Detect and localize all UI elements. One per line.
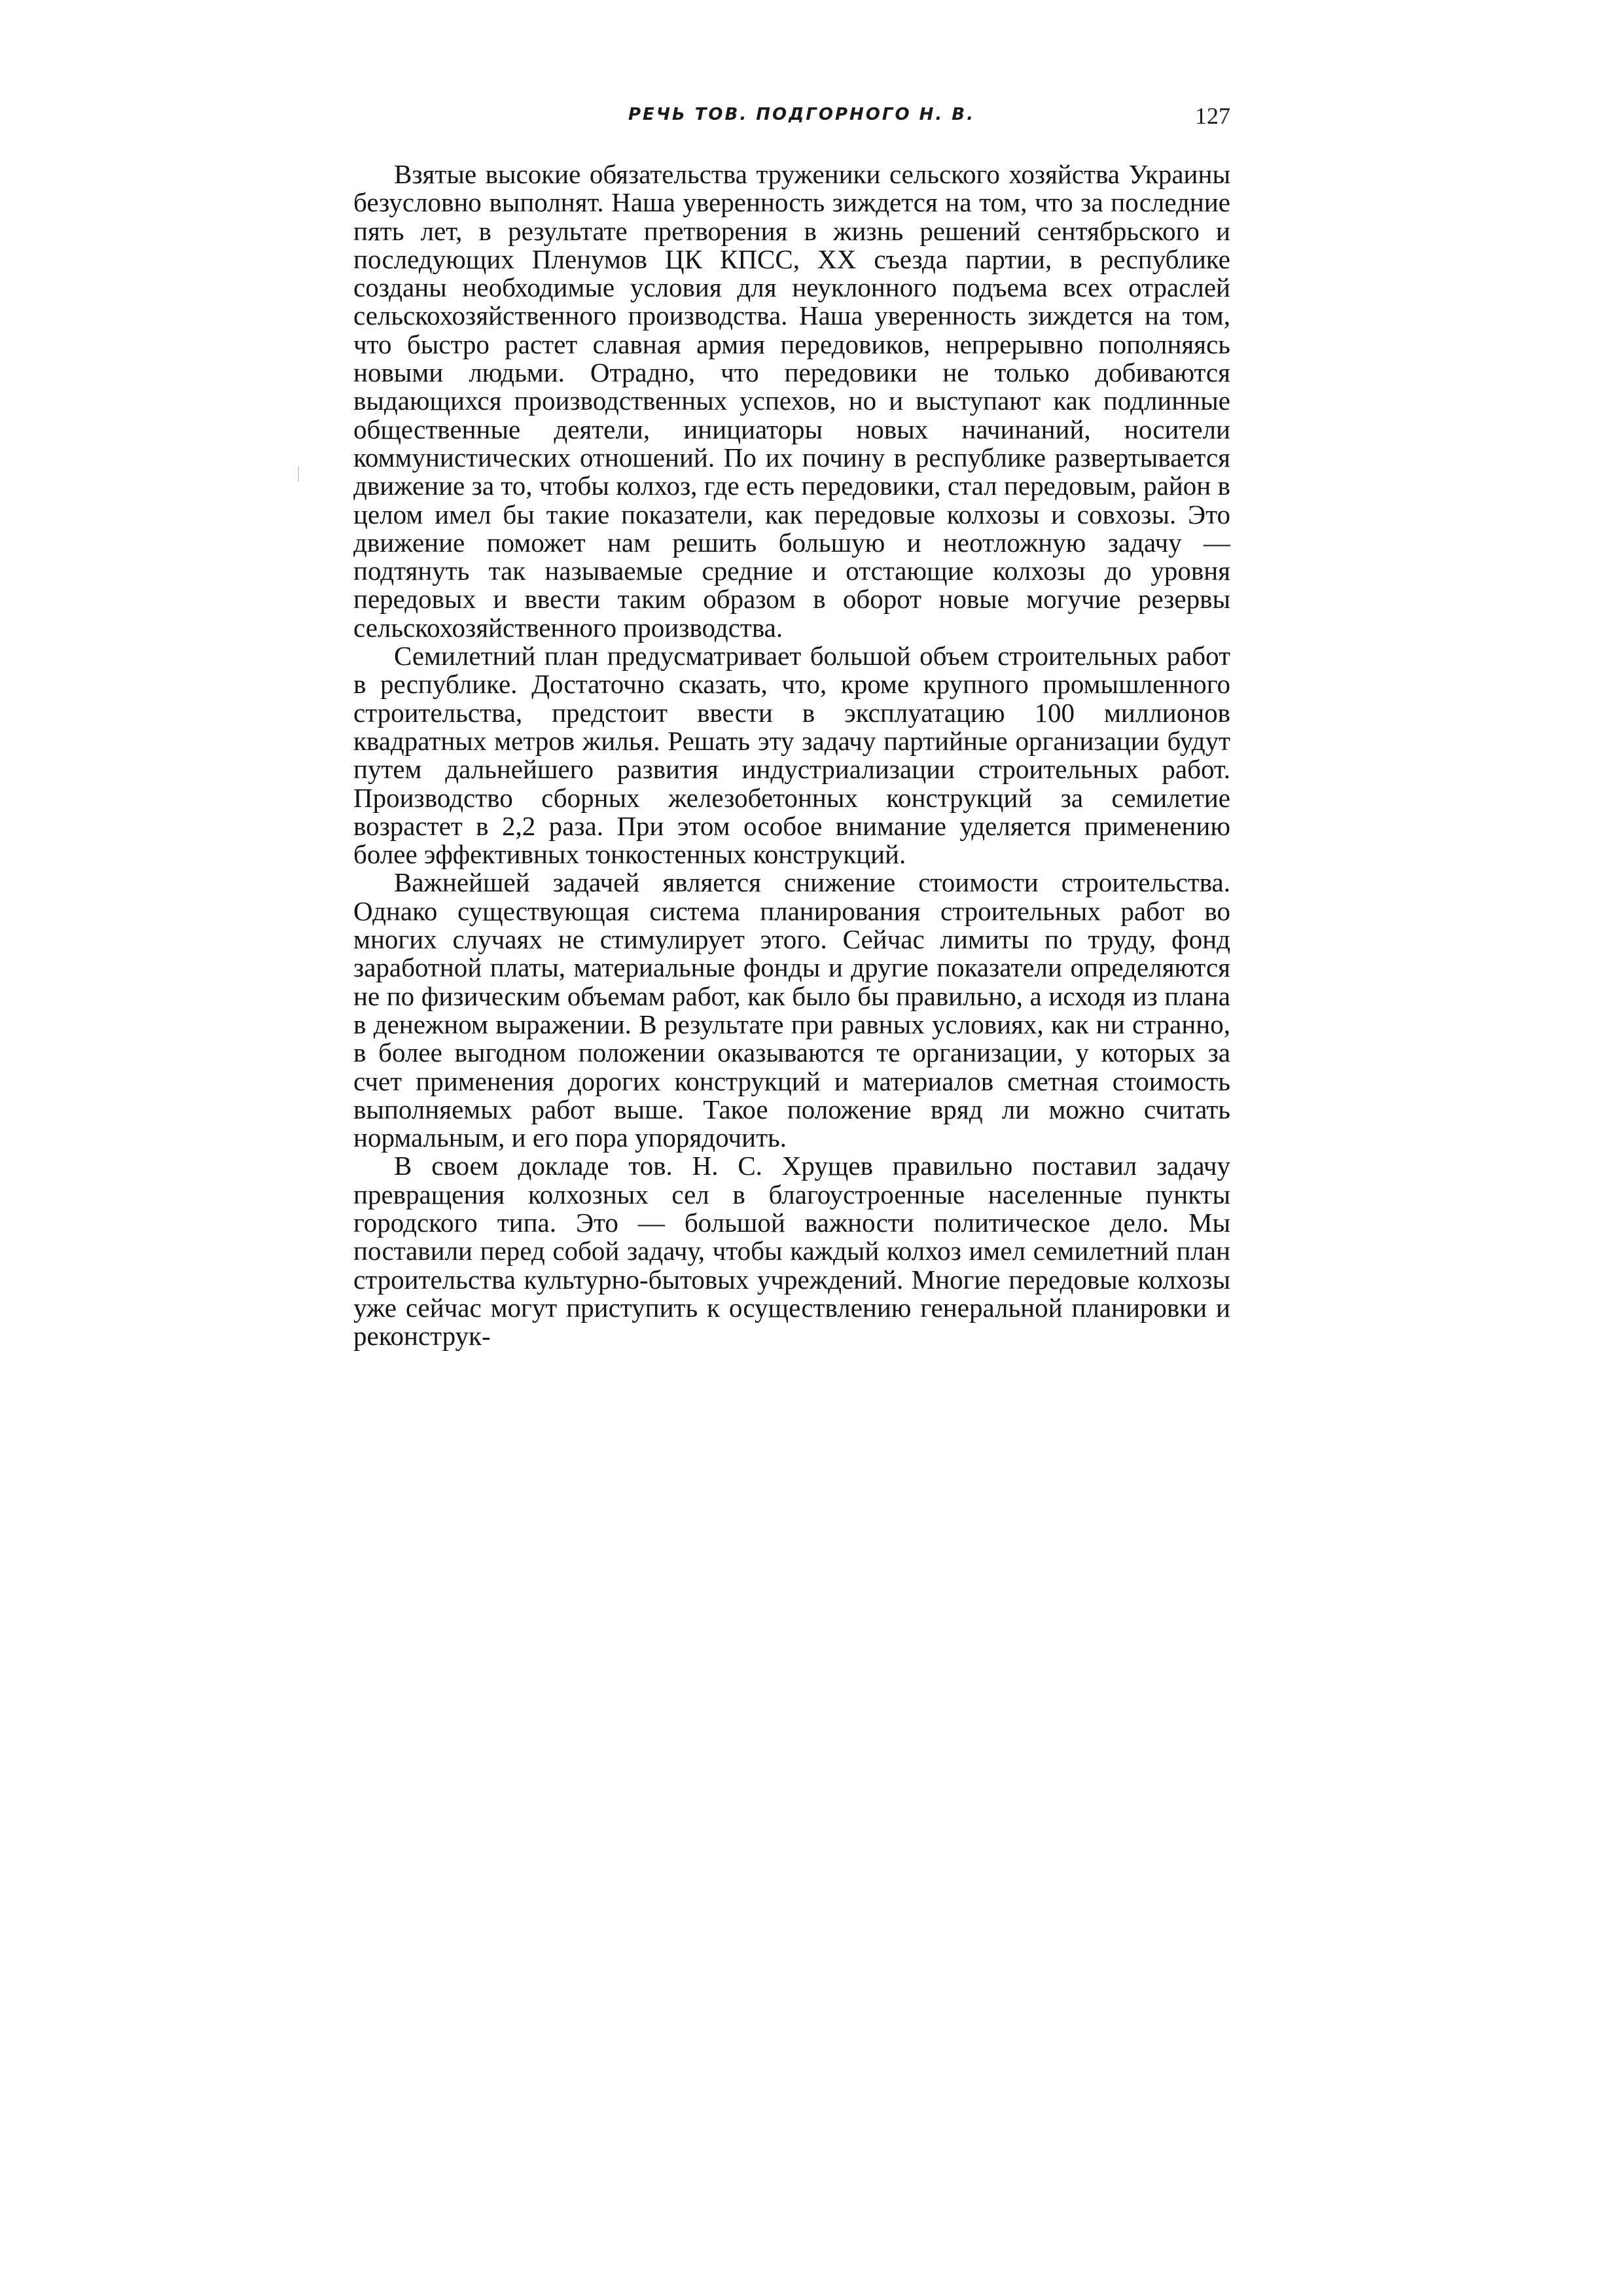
margin-mark — [298, 466, 299, 482]
running-title: РЕЧЬ ТОВ. ПОДГОРНОГО Н. В. — [628, 105, 975, 124]
paragraph-4: В своем докладе тов. Н. С. Хрущев правильно поставил задачу превращения колхозных сел в благоустроенные населенные пункты городского типа. Это — большой важности политическое дело. Мы поставили перед собой задачу, чтобы каждый колхоз имел семилетний план строительства культурно-бытовых учреждений. Многие передовые колхозы уже сейчас могут приступить к осуществлению генеральной планировки и реконструк- — [353, 1151, 1230, 1352]
paragraph-3: Важнейшей задачей является снижение стоимости строительства. Однако существующая система планирования строительных работ во многих случаях не стимулирует этого. Сейчас лимиты по труду, фонд заработной платы, материальные фонды и другие показатели определяются не по физическим объемам работ, как было бы правильно, а исходя из плана в денежном выражении. В результате при равных условиях, как ни странно, в более выгодном положении оказываются те организации, у которых за счет применения дорогих конструкций и материалов сметная стоимость выполняемых работ выше. Такое положение вряд ли можно считать нормальным, и его пора упорядочить. — [353, 867, 1230, 1153]
running-header — [353, 102, 1230, 141]
paragraph-1: Взятые высокие обязательства труженики сельского хозяйства Украины безусловно выполнят. Наша уверенность зиждется на том, что за последние пять лет, в результате претворения в жизнь решений сентябрьского и последующих Пленумов ЦК КПСС, XX съезда партии, в республике созданы необходимые условия для неуклонного подъема всех отраслей сельскохозяйственного производства. Наша уверенность зиждется на том, что быстро растет славная армия передовиков, непрерывно пополняясь новыми людьми. Отрадно, что передовики не только добиваются выдающихся производственных успехов, но и выступают как подлинные общественные деятели, инициаторы новых начинаний, носители коммунистических отношений. По их почину в республике развертывается движение за то, чтобы колхоз, где есть передовики, стал передовым, район в целом имел бы такие показатели, как передовые колхозы и совхозы. Это движение поможет нам решить большую и неотложную задачу — подтянуть так называемые средние и отстающие колхозы до уровня передовых и ввести таким образом в оборот новые могучие резервы сельскохозяйственного производства. — [353, 159, 1230, 643]
paragraph-2: Семилетний план предусматривает большой объем строительных работ в республике. Достаточно сказать, что, кроме крупного промышленного строительства, предстоит ввести в эксплуатацию 100 миллионов квадратных метров жилья. Решать эту задачу партийные организации будут путем дальнейшего развития индустриализации строительных работ. Производство сборных железобетонных конструкций за семилетие возрастет в 2,2 раза. При этом особое внимание уделяется применению более эффективных тонкостенных конструкций. — [353, 641, 1230, 870]
page-number: 127 — [1195, 103, 1230, 129]
body-text — [353, 160, 1230, 1350]
